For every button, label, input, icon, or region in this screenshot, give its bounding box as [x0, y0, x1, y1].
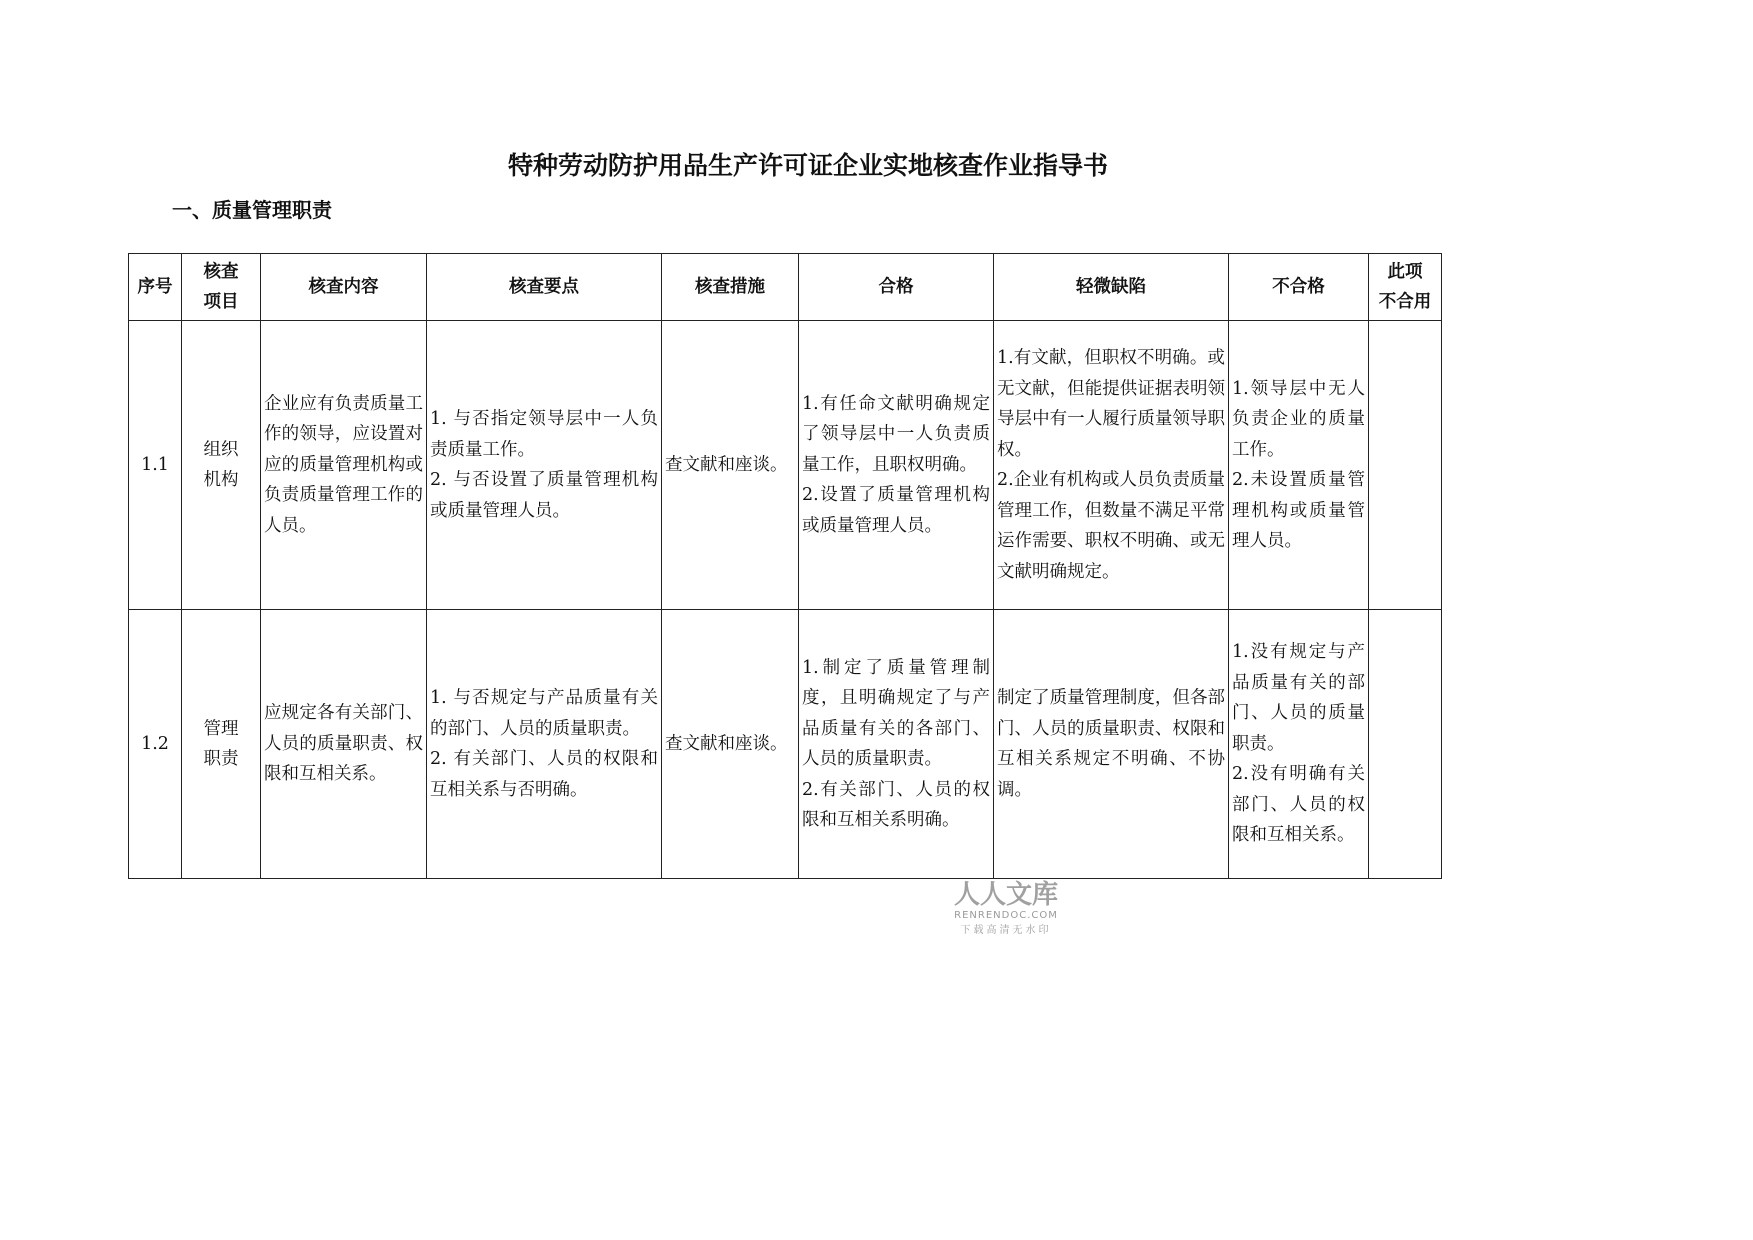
- cell-fail: 1.领导层中无人负责企业的质量工作。 2.未设置质量管理机构或质量管理人员。: [1229, 321, 1369, 610]
- watermark-logo: [950, 880, 1062, 936]
- header-pass: 合格: [799, 254, 994, 321]
- cell-no: 1.2: [129, 610, 182, 879]
- cell-pass: 1.有任命文献明确规定了领导层中一人负责质量工作，且职权明确。 2.设置了质量管理机构或质量管理人员。: [799, 321, 994, 610]
- inspection-table: [128, 253, 1442, 879]
- cell-measure: 查文献和座谈。: [662, 610, 799, 879]
- header-minor: 轻微缺陷: [994, 254, 1229, 321]
- cell-minor: 1.有文献，但职权不明确。或无文献，但能提供证据表明领导层中有一人履行质量领导职权。 2.企业有机构或人员负责质量管理工作，但数量不满足平常运作需要、职权不明确、或无文献明确规定。: [994, 321, 1229, 610]
- header-no: 序号: [129, 254, 182, 321]
- cell-item: 组织 机构: [182, 321, 261, 610]
- watermark-slogan: 下载高清无水印: [960, 925, 1052, 936]
- cell-na: [1369, 321, 1442, 610]
- header-measure: 核查措施: [662, 254, 799, 321]
- watermark-name: 人人文库: [953, 880, 1058, 910]
- cell-minor: 制定了质量管理制度，但各部门、人员的质量职责、权限和互相关系规定不明确、不协调。: [994, 610, 1229, 879]
- cell-points: 1. 与否规定与产品质量有关的部门、人员的质量职责。 2. 有关部门、人员的权限和互相关系与否明确。: [427, 610, 662, 879]
- header-fail: 不合格: [1229, 254, 1369, 321]
- cell-measure: 查文献和座谈。: [662, 321, 799, 610]
- document-title: 特种劳动防护用品生产许可证企业实地核查作业指导书: [507, 151, 1108, 180]
- section-heading: 一、质量管理职责: [172, 198, 332, 222]
- table-row: [129, 321, 1442, 610]
- cell-pass: 1.制定了质量管理制度，且明确规定了与产品质量有关的各部门、人员的质量职责。 2.有关部门、人员的权限和互相关系明确。: [799, 610, 994, 879]
- header-points: 核查要点: [427, 254, 662, 321]
- table-header-row: [129, 254, 1442, 321]
- cell-na: [1369, 610, 1442, 879]
- cell-item: 管理 职责: [182, 610, 261, 879]
- cell-fail: 1.没有规定与产品质量有关的部门、人员的质量职责。 2.没有明确有关部门、人员的权限和互相关系。: [1229, 610, 1369, 879]
- cell-content: 应规定各有关部门、人员的质量职责、权限和互相关系。: [261, 610, 427, 879]
- header-content: 核查内容: [261, 254, 427, 321]
- cell-no: 1.1: [129, 321, 182, 610]
- watermark-site: RENRENDOC.COM: [954, 910, 1058, 921]
- cell-content: 企业应有负责质量工作的领导，应设置对应的质量管理机构或负责质量管理工作的人员。: [261, 321, 427, 610]
- header-item: 核查 项目: [182, 254, 261, 321]
- table-row: [129, 610, 1442, 879]
- header-na: 此项 不合用: [1369, 254, 1442, 321]
- cell-points: 1. 与否指定领导层中一人负责质量工作。 2. 与否设置了质量管理机构或质量管理人员。: [427, 321, 662, 610]
